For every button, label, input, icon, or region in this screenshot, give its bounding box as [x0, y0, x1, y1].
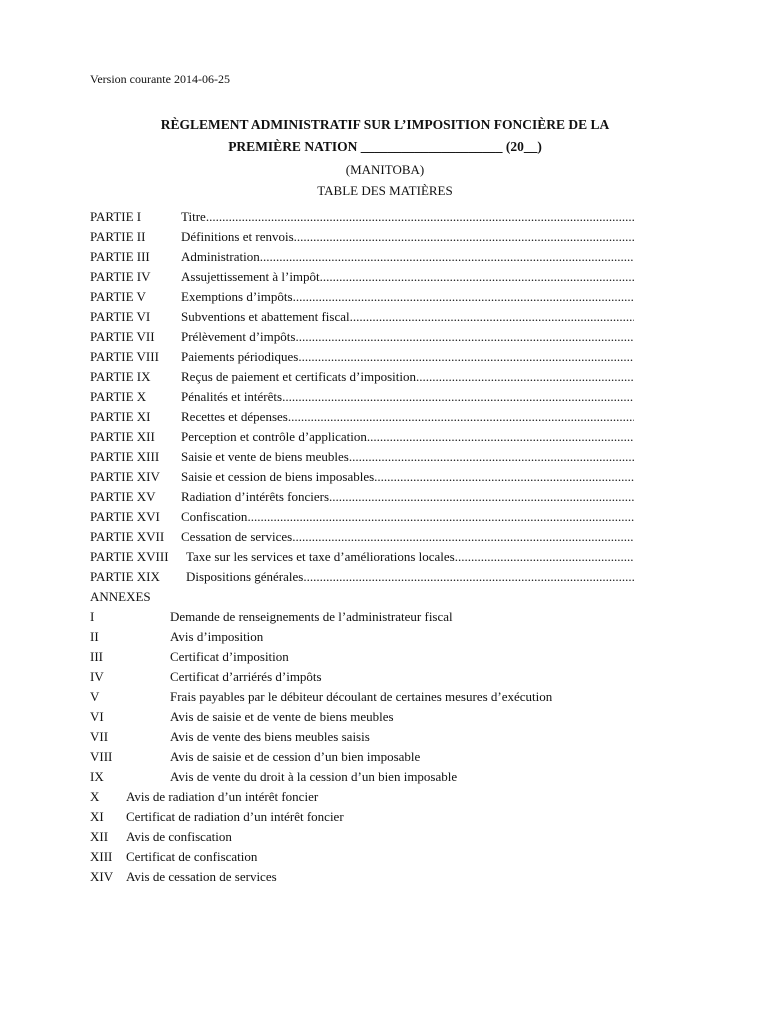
toc-part-title: Cessation de services	[181, 529, 293, 544]
annex-title: Demande de renseignements de l’administrateur fiscal	[170, 609, 453, 624]
annexes-heading: ANNEXES	[90, 589, 151, 604]
annex-title: Avis de vente du droit à la cession d’un bien imposable	[170, 769, 458, 784]
annex-entry	[90, 767, 650, 787]
toc-part-title: Assujettissement à l’impôt	[181, 269, 320, 284]
toc-part-label: PARTIE VII	[90, 329, 155, 344]
toc-leader-dots	[295, 327, 634, 347]
annex-title: Certificat d’imposition	[170, 649, 289, 664]
toc-leader-dots	[416, 367, 634, 387]
toc-part-label: PARTIE XVIII	[90, 549, 169, 564]
document-title-line1: RÈGLEMENT ADMINISTRATIF SUR L’IMPOSITION FONCIÈRE DE LA	[160, 117, 610, 132]
toc-leader-dots	[206, 207, 634, 227]
annex-number: I	[90, 609, 95, 624]
annex-entry	[90, 847, 650, 867]
annex-title: Avis de saisie et de cession d’un bien imposable	[170, 749, 421, 764]
annex-entry	[90, 807, 650, 827]
annex-number: XII	[90, 829, 109, 844]
annex-number: II	[90, 629, 99, 644]
toc-entry	[90, 327, 634, 347]
toc-part-title: Administration	[181, 249, 260, 264]
annex-entry	[90, 827, 650, 847]
annex-number: III	[90, 649, 103, 664]
toc-leader-dots	[374, 467, 634, 487]
toc-entry	[90, 247, 634, 267]
document-title-line2: PREMIÈRE NATION _____________________ (20__)	[228, 139, 542, 154]
annex-number: X	[90, 789, 100, 804]
toc-part-label: PARTIE IX	[90, 369, 151, 384]
toc-leader-dots	[320, 267, 634, 287]
toc-heading: TABLE DES MATIÈRES	[317, 183, 453, 198]
annex-title: Frais payables par le débiteur découlant de certaines mesures d’exécution	[170, 689, 553, 704]
annex-title: Certificat de radiation d’un intérêt foncier	[126, 809, 344, 824]
toc-part-title: Saisie et vente de biens meubles	[181, 449, 349, 464]
toc-part-title: Paiements périodiques	[181, 349, 299, 364]
annex-entry	[90, 707, 650, 727]
toc-part-title: Subventions et abattement fiscal	[181, 309, 350, 324]
toc-part-title: Perception et contrôle d’application	[181, 429, 367, 444]
toc-part-label: PARTIE XIV	[90, 469, 160, 484]
annex-entry	[90, 687, 650, 707]
annex-title: Avis de cessation de services	[126, 869, 277, 884]
annex-title: Certificat d’arriérés d’impôts	[170, 669, 322, 684]
toc-entry	[90, 387, 634, 407]
annex-number: XI	[90, 809, 104, 824]
toc-part-label: PARTIE XIII	[90, 449, 160, 464]
toc-part-label: PARTIE XIX	[90, 569, 160, 584]
toc-part-title: Confiscation	[181, 509, 248, 524]
toc-part-title: Dispositions générales	[186, 569, 304, 584]
annex-entry	[90, 667, 650, 687]
toc-part-label: PARTIE II	[90, 229, 146, 244]
toc-entry	[90, 467, 634, 487]
toc-part-title: Radiation d’intérêts fonciers	[181, 489, 330, 504]
toc-entry	[90, 207, 634, 227]
toc-part-label: PARTIE III	[90, 249, 150, 264]
toc-part-title: Prélèvement d’impôts	[181, 329, 296, 344]
annex-title: Avis de confiscation	[126, 829, 232, 844]
toc-leader-dots	[303, 567, 634, 587]
toc-part-title: Recettes et dépenses	[181, 409, 288, 424]
annex-number: XIV	[90, 869, 114, 884]
toc-part-title: Saisie et cession de biens imposables	[181, 469, 375, 484]
toc-part-title: Exemptions d’impôts	[181, 289, 293, 304]
annex-title: Avis de saisie et de vente de biens meubles	[170, 709, 394, 724]
annex-number: VI	[90, 709, 104, 724]
toc-entry	[90, 527, 634, 547]
toc-entry	[90, 507, 634, 527]
toc-part-label: PARTIE XVII	[90, 529, 165, 544]
toc-leader-dots	[349, 447, 634, 467]
toc-leader-dots	[260, 247, 634, 267]
toc-leader-dots	[292, 527, 634, 547]
toc-part-label: PARTIE I	[90, 209, 142, 224]
toc-leader-dots	[455, 547, 634, 567]
annex-number: XIII	[90, 849, 113, 864]
toc-leader-dots	[350, 307, 634, 327]
toc-part-label: PARTIE IV	[90, 269, 151, 284]
toc-leader-dots	[329, 487, 634, 507]
toc-leader-dots	[247, 507, 634, 527]
annex-entry	[90, 647, 650, 667]
toc-part-label: PARTIE VI	[90, 309, 151, 324]
toc-leader-dots	[288, 407, 634, 427]
toc-entry	[90, 487, 634, 507]
annex-title: Avis de radiation d’un intérêt foncier	[126, 789, 319, 804]
table-of-contents	[90, 207, 634, 587]
annex-number: VIII	[90, 749, 113, 764]
annex-title: Avis d’imposition	[170, 629, 264, 644]
toc-entry	[90, 407, 634, 427]
toc-leader-dots	[293, 287, 634, 307]
toc-part-title: Définitions et renvois	[181, 229, 294, 244]
annex-entry	[90, 607, 650, 627]
toc-entry	[90, 227, 634, 247]
annex-entry	[90, 747, 650, 767]
toc-leader-dots	[294, 227, 634, 247]
annex-number: IX	[90, 769, 104, 784]
document-subtitle: (MANITOBA)	[345, 162, 425, 177]
toc-entry	[90, 367, 634, 387]
toc-entry	[90, 307, 634, 327]
annexes-list	[90, 587, 650, 887]
annex-number: VII	[90, 729, 109, 744]
annex-number: IV	[90, 669, 104, 684]
toc-part-label: PARTIE XI	[90, 409, 151, 424]
toc-entry	[90, 287, 634, 307]
toc-entry	[90, 547, 634, 567]
toc-leader-dots	[367, 427, 634, 447]
annex-entry	[90, 727, 650, 747]
toc-leader-dots	[298, 347, 634, 367]
toc-part-label: PARTIE VIII	[90, 349, 159, 364]
annex-entry	[90, 867, 650, 887]
toc-part-label: PARTIE XVI	[90, 509, 160, 524]
toc-entry	[90, 567, 634, 587]
toc-part-label: PARTIE V	[90, 289, 146, 304]
toc-part-title: Taxe sur les services et taxe d’améliorations locales	[186, 549, 455, 564]
version-line: Version courante 2014-06-25	[90, 72, 230, 86]
toc-entry	[90, 347, 634, 367]
toc-part-title: Reçus de paiement et certificats d’imposition	[181, 369, 417, 384]
toc-part-label: PARTIE XII	[90, 429, 155, 444]
toc-part-title: Pénalités et intérêts	[181, 389, 283, 404]
annex-entry	[90, 787, 650, 807]
toc-entry	[90, 447, 634, 467]
annex-title: Certificat de confiscation	[126, 849, 258, 864]
annex-number: V	[90, 689, 100, 704]
annex-title: Avis de vente des biens meubles saisis	[170, 729, 370, 744]
annex-entry	[90, 627, 650, 647]
toc-part-label: PARTIE X	[90, 389, 147, 404]
toc-entry	[90, 267, 634, 287]
toc-entry	[90, 427, 634, 447]
toc-leader-dots	[282, 387, 634, 407]
toc-part-label: PARTIE XV	[90, 489, 156, 504]
toc-part-title: Titre	[181, 209, 206, 224]
